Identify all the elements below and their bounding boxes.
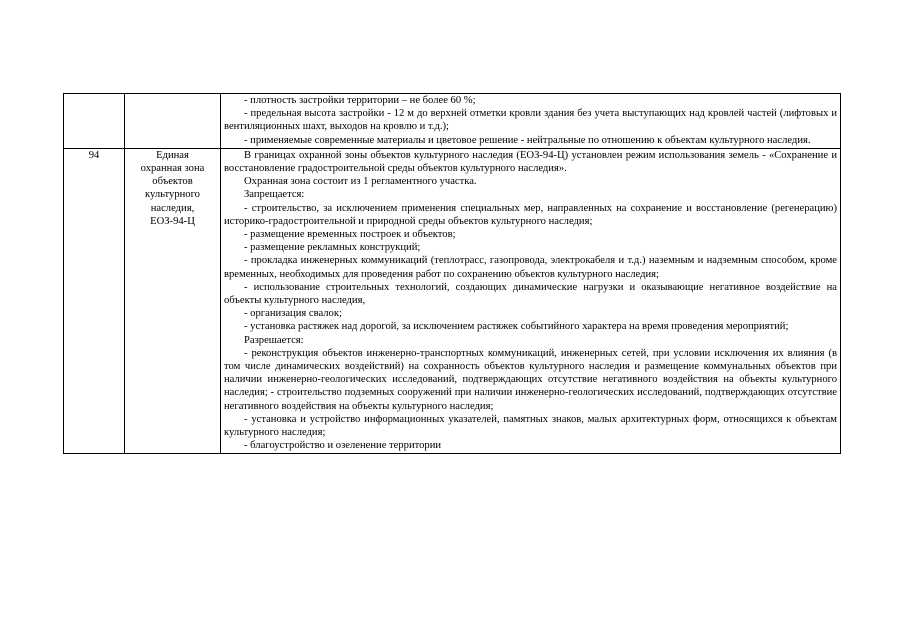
paragraph: В границах охранной зоны объектов культурного наследия (ЕОЗ-94-Ц) установлен режим использования земель - «Сохранение и восстановление градостроительной среды объектов культурного наследия». — [224, 149, 837, 175]
paragraph: - благоустройство и озеленение территории — [244, 440, 442, 452]
section-heading-permitted: Разрешается: — [244, 334, 304, 346]
paragraph: - установка и устройство информационных указателей, памятных знаков, малых архитектурных форм, относящихся к объектам культурного наследия; — [224, 413, 837, 439]
row-number-cell: 94 — [64, 148, 125, 454]
paragraph: Охранная зона состоит из 1 регламентного участка. — [244, 176, 477, 188]
zone-name-cell — [125, 94, 221, 149]
zone-name-line: охранная зона — [140, 163, 205, 175]
zone-name-line: объектов — [152, 176, 193, 188]
paragraph: - прокладка инженерных коммуникаций (теплотрасс, газопровода, электрокабеля и т.д.) наземным и надземным способом, кроме временных, необходимых для проведения работ по сохранению объектов культурного наследия; — [224, 255, 837, 280]
paragraph: - реконструкция объектов инженерно-транспортных коммуникаций, инженерных сетей, при условии исключения их влияния (в том числе динамических воздействий) на сохранность объектов культурного наследия и размещение коммунальных объектов при наличии инженерно-геологических исследований, подтверждающих отсутствие негативного воздействия на объекты культурного наследия; - строительство подземных сооружений при наличии инженерно-геологических исследований, подтверждающих отсутствие негативного воздействия на объекты культурного наследия; — [224, 347, 837, 412]
regulation-text-cell — [221, 148, 841, 454]
paragraph: - установка растяжек над дорогой, за исключением растяжек событийного характера на время проведения мероприятий; — [244, 321, 789, 333]
paragraph: - строительство, за исключением применения специальных мер, направленных на сохранение и восстановление (регенерацию) историко-градостроительной и природной среды объектов культурного наследия; — [224, 202, 837, 227]
paragraph: - размещение рекламных конструкций; — [244, 242, 421, 254]
table-row — [64, 94, 841, 149]
zone-name-line: Единая — [156, 149, 189, 161]
paragraph: - размещение временных построек и объектов; — [244, 229, 456, 241]
zone-name-line: наследия, — [150, 202, 195, 214]
zone-code: ЕОЗ-94-Ц — [150, 215, 195, 227]
regulation-table — [63, 93, 841, 454]
regulation-text-cell — [221, 94, 841, 149]
paragraph: - плотность застройки территории – не более 60 %; — [244, 95, 476, 106]
table-row — [64, 148, 841, 454]
zone-name-line: культурного — [145, 189, 200, 201]
paragraph: - предельная высота застройки - 12 м до верхней отметки кровли здания без учета выступающих над кровлей частей (лифтовых и вентиляционных шахт, выходов на кровлю и т.д.); — [224, 108, 837, 133]
zone-name-cell — [125, 148, 221, 454]
paragraph: - применяемые современные материалы и цветовое решение - нейтральные по отношению к объектам культурного наследия. — [244, 134, 811, 146]
paragraph: - использование строительных технологий, создающих динамические нагрузки и оказывающие негативное воздействие на объекты культурного наследия, — [224, 281, 837, 307]
row-number-cell — [64, 94, 125, 149]
paragraph: - организация свалок; — [244, 308, 342, 320]
section-heading-prohibited: Запрещается: — [244, 189, 305, 201]
